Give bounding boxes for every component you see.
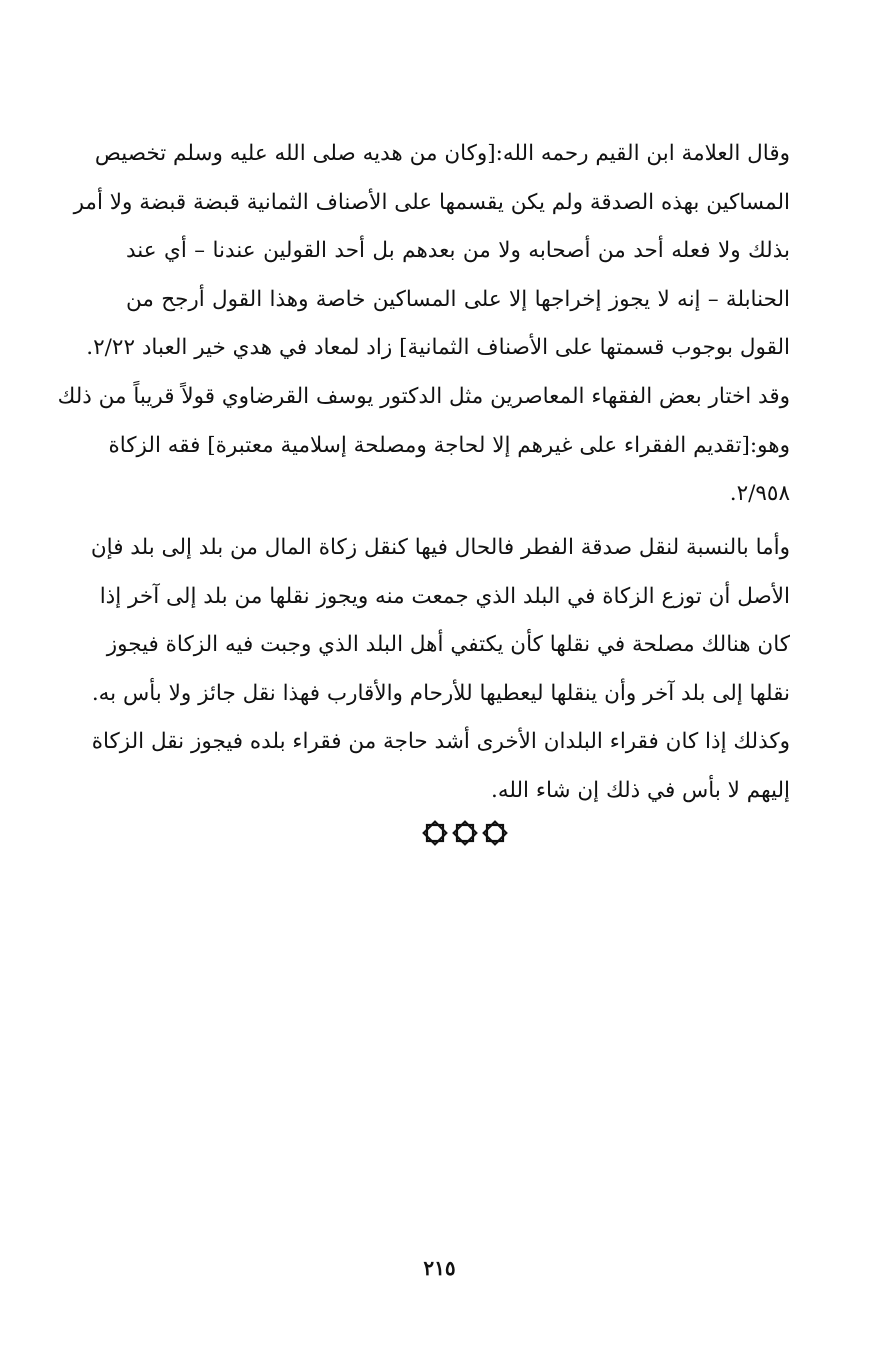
text-line: وأما بالنسبة لنقل صدقة الفطر فالحال فيها كنقل زكاة المال من بلد إلى بلد فإن <box>90 535 790 560</box>
text-line: وقال العلامة ابن القيم رحمه الله:[وكان من هديه صلى الله عليه وسلم تخصيص <box>94 141 790 166</box>
text-line: وهو:[تقديم الفقراء على غيرهم إلا لحاجة ومصلحة إسلامية معتبرة] فقه الزكاة <box>108 432 790 458</box>
text-line: القول بوجوب قسمتها على الأصناف الثمانية] زاد لمعاد في هدي خير العباد ٢/٢٢. <box>86 335 790 361</box>
text-line: المساكين بهذه الصدقة ولم يكن يقسمها على الأصناف الثمانية قبضة قبضة ولا أمر <box>73 189 790 215</box>
text-line: إليهم لا بأس في ذلك إن شاء الله. <box>491 777 790 803</box>
text-line: كان هنالك مصلحة في نقلها كأن يكتفي أهل البلد الذي وجبت فيه الزكاة فيجوز <box>106 632 790 658</box>
text-line: الحنابلة – إنه لا يجوز إخراجها إلا على المساكين خاصة وهذا القول أرجح من <box>126 286 790 312</box>
text-line: بذلك ولا فعله أحد من أصحابه ولا من بعدهم بل أحد القولين عندنا – أي عند <box>126 238 790 264</box>
text-line: الأصل أن توزع الزكاة في البلد الذي جمعت منه ويجوز نقلها من بلد إلى آخر إذا <box>99 583 790 609</box>
text-line: نقلها إلى بلد آخر وأن ينقلها ليعطيها للأرحام والأقارب فهذا نقل جائز ولا بأس به. <box>91 680 790 706</box>
page-number: ٢١٥ <box>423 1256 456 1280</box>
text-line: وقد اختار بعض الفقهاء المعاصرين مثل الدكتور يوسف القرضاوي قولاً قريباً من ذلك <box>57 383 790 409</box>
three-star-ornament-icon <box>420 818 510 848</box>
text-line: وكذلك إذا كان فقراء البلدان الأخرى أشد حاجة من فقراء بلده فيجوز نقل الزكاة <box>91 729 790 755</box>
paragraph-transfer-of-zakat <box>90 524 790 816</box>
text-line: ٢/٩٥٨. <box>729 481 790 507</box>
paragraph-ibn-qayyim <box>57 130 790 519</box>
